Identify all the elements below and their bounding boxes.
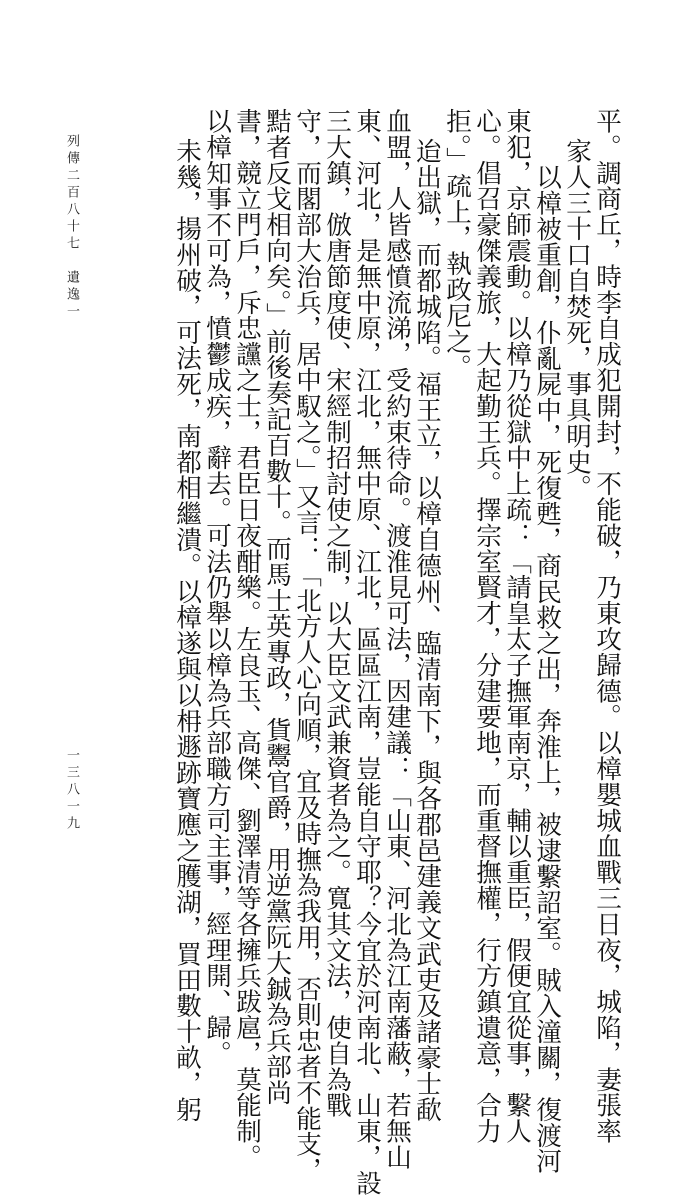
text-column-8: 血盟，人皆感憤流涕，受約束待命。渡淮見可法，因建議：「山東、河北為江南藩蔽，若無山 (382, 108, 412, 1170)
chapter-title: 列傳二百八十七 (64, 134, 79, 253)
text-column-7: 迨出獄，而都城陷。福王立，以樟自德州、臨清南下，與各郡邑建義文武吏及諸豪士歃 (412, 138, 442, 1123)
page-number: 一三八一九 (64, 748, 79, 833)
text-column-11: 守，而閣部大治兵，居中馭之。」又言：「北方人心向順，宜及時撫為我用，否則忠者不能支， (292, 108, 322, 1183)
text-column-14: 以樟知事不可為，憤鬱成疾，辭去。可法仍舉以樟為兵部職方司主事，經理開、歸。 (202, 108, 232, 1067)
text-column-6: 拒。」疏上，執政尼之。 (442, 108, 472, 381)
section-title: 遺逸一 (64, 270, 79, 321)
text-column-5: 心。倡召豪傑義旅，大起勤王兵。擇宗室賢才，分建要地，而重督撫權，行方鎮遺意，合力 (472, 108, 502, 1144)
text-column-1: 平。調商丘，時李自成犯開封，不能破，乃東攻歸德。以樟嬰城血戰三日夜，城陷，妻張率 (592, 108, 622, 1144)
text-column-10: 三大鎮，倣唐節度使、宋經制招討使之制，以大臣文武兼資者為之。寬其文法，使自為戰 (322, 108, 352, 1119)
text-column-13: 書，競立門戶，斥忠讜之士，君臣日夜酣樂。左良玉、高傑、劉澤清等各擁兵跋扈，莫能制。 (232, 108, 262, 1170)
text-column-2: 家人三十口自焚死，事具明史。 (562, 138, 592, 501)
text-column-12: 黠者反戈相向矣。」前後奏記百數十。而馬士英專政，貨鬻官爵，用逆黨阮大鋮為兵部尚 (262, 108, 292, 1106)
text-column-9: 東、河北，是無中原，江北，無中原、江北，區區江南，豈能自守耶？今宜於河南北、山東，設 (352, 108, 382, 1196)
text-column-15: 未幾，揚州破，可法死，南都相繼潰。以樟遂與以枏遯跡寶應之臒湖，買田數十畝，躬 (172, 138, 202, 1123)
text-column-3: 以樟被重創，仆亂屍中，死復甦，商民救之出，奔淮上，被逮繫詔室。賊入潼關，復渡河 (532, 164, 562, 1175)
text-column-4: 東犯，京師震動。以樟乃從獄中上疏：「請皇太子撫軍南京，輔以重臣，假便宜從事，繫人 (502, 108, 532, 1144)
